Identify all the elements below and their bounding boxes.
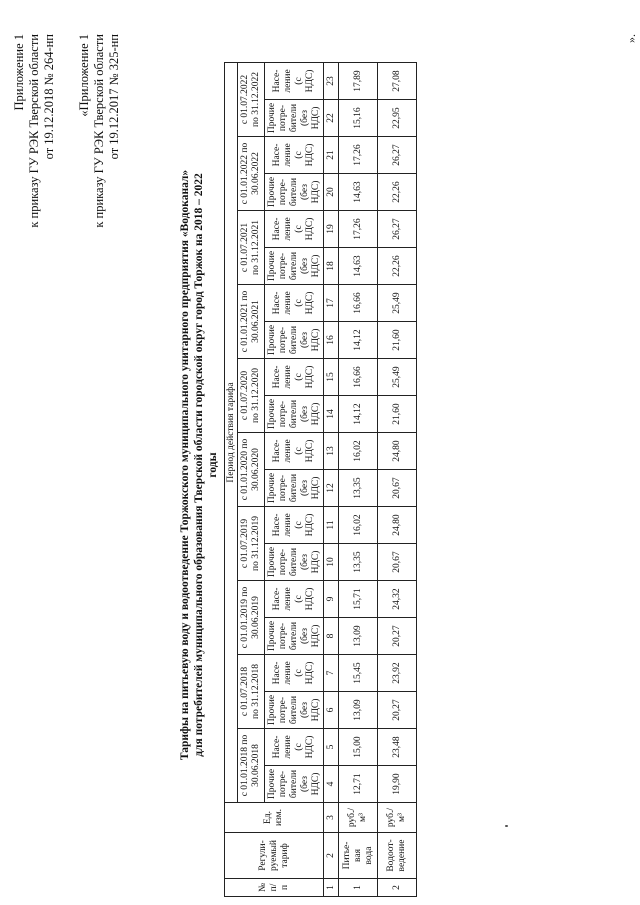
consumer-population-header: Насе- ление (с НДС): [265, 433, 324, 470]
column-number: 21: [324, 137, 339, 174]
tariff-value: 12,71: [339, 766, 378, 803]
column-number: 4: [324, 766, 339, 803]
tariff-value: 16,02: [339, 507, 378, 544]
column-number: 3: [324, 803, 339, 833]
tariff-value: 15,45: [339, 655, 378, 692]
column-number: 15: [324, 359, 339, 396]
period-header: с 01.01.2020 по 30.06.2020: [238, 433, 265, 507]
consumer-other-header: Прочие потре- бители (без НДС): [265, 766, 324, 803]
consumer-other-header: Прочие потре- бители (без НДС): [265, 248, 324, 285]
tariff-value: 22,95: [378, 100, 417, 137]
tariff-value: 15,71: [339, 581, 378, 618]
appendix-header: [12, 34, 122, 228]
tariff-value: 22,26: [378, 248, 417, 285]
period-header: с 01.07.2020 по 31.12.2020: [238, 359, 265, 433]
tariff-value: 14,12: [339, 322, 378, 359]
tariff-value: 21,60: [378, 396, 417, 433]
tariff-name: Водоот- ведение: [378, 833, 417, 879]
tariff-value: 16,66: [339, 359, 378, 396]
tariff-value: 13,09: [339, 692, 378, 729]
column-number: 22: [324, 100, 339, 137]
column-number: 20: [324, 174, 339, 211]
column-number: 5: [324, 729, 339, 766]
consumer-population-header: Насе- ление (с НДС): [265, 507, 324, 544]
closing-quote: ».: [624, 34, 638, 43]
tariff-value: 20,67: [378, 544, 417, 581]
tariff-value: 14,63: [339, 174, 378, 211]
tariff-value: 14,12: [339, 396, 378, 433]
tariff-value: 14,63: [339, 248, 378, 285]
period-header: с 01.07.2019 по 31.12.2019: [238, 507, 265, 581]
consumer-other-header: Прочие потре- бители (без НДС): [265, 618, 324, 655]
col-header-tariff: Регули- руемый тариф: [225, 833, 324, 879]
order-date-line: от 19.12.2018 № 264-нп: [42, 34, 56, 160]
column-number: 1: [324, 879, 339, 897]
consumer-population-header: Насе- ление (с НДС): [265, 581, 324, 618]
table-row: [339, 63, 378, 897]
col-header-period: Период действия тарифа: [225, 63, 238, 803]
unit-cell: руб./ м³: [378, 803, 417, 833]
tariff-value: 22,26: [378, 174, 417, 211]
consumer-population-header: Насе- ление (с НДС): [265, 211, 324, 248]
column-number: 13: [324, 433, 339, 470]
title-line-2: для потребителей муниципального образования Тверской области городской округ город Торжок на 2018 – 2022 годы: [193, 173, 219, 757]
scan-speck: [505, 825, 508, 827]
column-number: 19: [324, 211, 339, 248]
period-header: с 01.01.2021 по 30.06.2021: [238, 285, 265, 359]
column-number: 14: [324, 396, 339, 433]
table-row: [378, 63, 417, 897]
period-header: с 01.01.2018 по 30.06.2018: [238, 729, 265, 803]
tariff-value: 27,08: [378, 63, 417, 100]
consumer-population-header: Насе- ление (с НДС): [265, 285, 324, 322]
consumer-population-header: Насе- ление (с НДС): [265, 137, 324, 174]
tariff-value: 13,35: [339, 544, 378, 581]
tariff-value: 25,49: [378, 359, 417, 396]
period-header: с 01.01.2022 по 30.06.2022: [238, 137, 265, 211]
consumer-other-header: Прочие потре- бители (без НДС): [265, 322, 324, 359]
tariff-value: 26,27: [378, 137, 417, 174]
header-row-consumers: [265, 63, 324, 897]
column-number: 16: [324, 322, 339, 359]
unit-cell: руб./ м³: [339, 803, 378, 833]
column-number: 9: [324, 581, 339, 618]
column-number: 12: [324, 470, 339, 507]
consumer-other-header: Прочие потре- бители (без НДС): [265, 396, 324, 433]
column-number: 10: [324, 544, 339, 581]
column-numbering-row: [324, 63, 339, 897]
order-line: к приказу ГУ РЭК Тверской области: [27, 34, 41, 228]
column-number: 11: [324, 507, 339, 544]
tariff-value: 19,90: [378, 766, 417, 803]
period-header: с 01.07.2022 по 31.12.2022: [238, 63, 265, 137]
tariff-value: 20,27: [378, 692, 417, 729]
period-header: с 01.07.2021 по 31.12.2021: [238, 211, 265, 285]
column-number: 23: [324, 63, 339, 100]
column-number: 18: [324, 248, 339, 285]
tariff-value: 13,35: [339, 470, 378, 507]
consumer-other-header: Прочие потре- бители (без НДС): [265, 174, 324, 211]
column-number: 7: [324, 655, 339, 692]
tariff-value: 23,48: [378, 729, 417, 766]
tariff-value: 23,92: [378, 655, 417, 692]
col-header-number: № п/ п: [225, 879, 324, 897]
tariff-value: 20,67: [378, 470, 417, 507]
title-line-1: Тарифы на питьевую воду и водоотведение Торжокского муниципального унитарного предприятия «Водоканал»: [179, 169, 191, 761]
appendix-line-old: «Приложение 1: [77, 34, 91, 117]
tariff-value: 15,16: [339, 100, 378, 137]
column-number: 8: [324, 618, 339, 655]
tariff-value: 26,27: [378, 211, 417, 248]
row-number: 1: [339, 879, 378, 897]
row-number: 2: [378, 879, 417, 897]
column-number: 6: [324, 692, 339, 729]
tariff-name: Питье- вая вода: [339, 833, 378, 879]
col-header-unit: Ед. изм.: [225, 803, 324, 833]
header-row-1: [225, 63, 238, 897]
order-line-old: к приказу ГУ РЭК Тверской области: [92, 34, 106, 228]
tariff-value: 24,80: [378, 507, 417, 544]
consumer-population-header: Насе- ление (с НДС): [265, 63, 324, 100]
consumer-population-header: Насе- ление (с НДС): [265, 655, 324, 692]
tariff-value: 21,60: [378, 322, 417, 359]
tariff-value: 24,80: [378, 433, 417, 470]
consumer-other-header: Прочие потре- бители (без НДС): [265, 100, 324, 137]
appendix-line: Приложение 1: [12, 34, 26, 111]
consumer-other-header: Прочие потре- бители (без НДС): [265, 544, 324, 581]
tariff-value: 17,26: [339, 211, 378, 248]
tariff-value: 17,26: [339, 137, 378, 174]
period-header: с 01.07.2018 по 31.12.2018: [238, 655, 265, 729]
tariff-value: 25,49: [378, 285, 417, 322]
period-header: с 01.01.2019 по 30.06.2019: [238, 581, 265, 655]
tariff-value: 16,66: [339, 285, 378, 322]
header-row-periods: [238, 63, 265, 897]
tariff-value: 13,09: [339, 618, 378, 655]
column-number: 17: [324, 285, 339, 322]
tariff-value: 16,02: [339, 433, 378, 470]
consumer-other-header: Прочие потре- бители (без НДС): [265, 692, 324, 729]
tariff-value: 20,27: [378, 618, 417, 655]
document-title: [178, 165, 220, 765]
tariff-value: 24,32: [378, 581, 417, 618]
consumer-population-header: Насе- ление (с НДС): [265, 359, 324, 396]
tariff-table: [224, 62, 417, 897]
tariff-value: 17,89: [339, 63, 378, 100]
order-date-line-old: от 19.12.2017 № 325-нп: [107, 34, 121, 160]
consumer-other-header: Прочие потре- бители (без НДС): [265, 470, 324, 507]
tariff-value: 15,00: [339, 729, 378, 766]
consumer-population-header: Насе- ление (с НДС): [265, 729, 324, 766]
column-number: 2: [324, 833, 339, 879]
